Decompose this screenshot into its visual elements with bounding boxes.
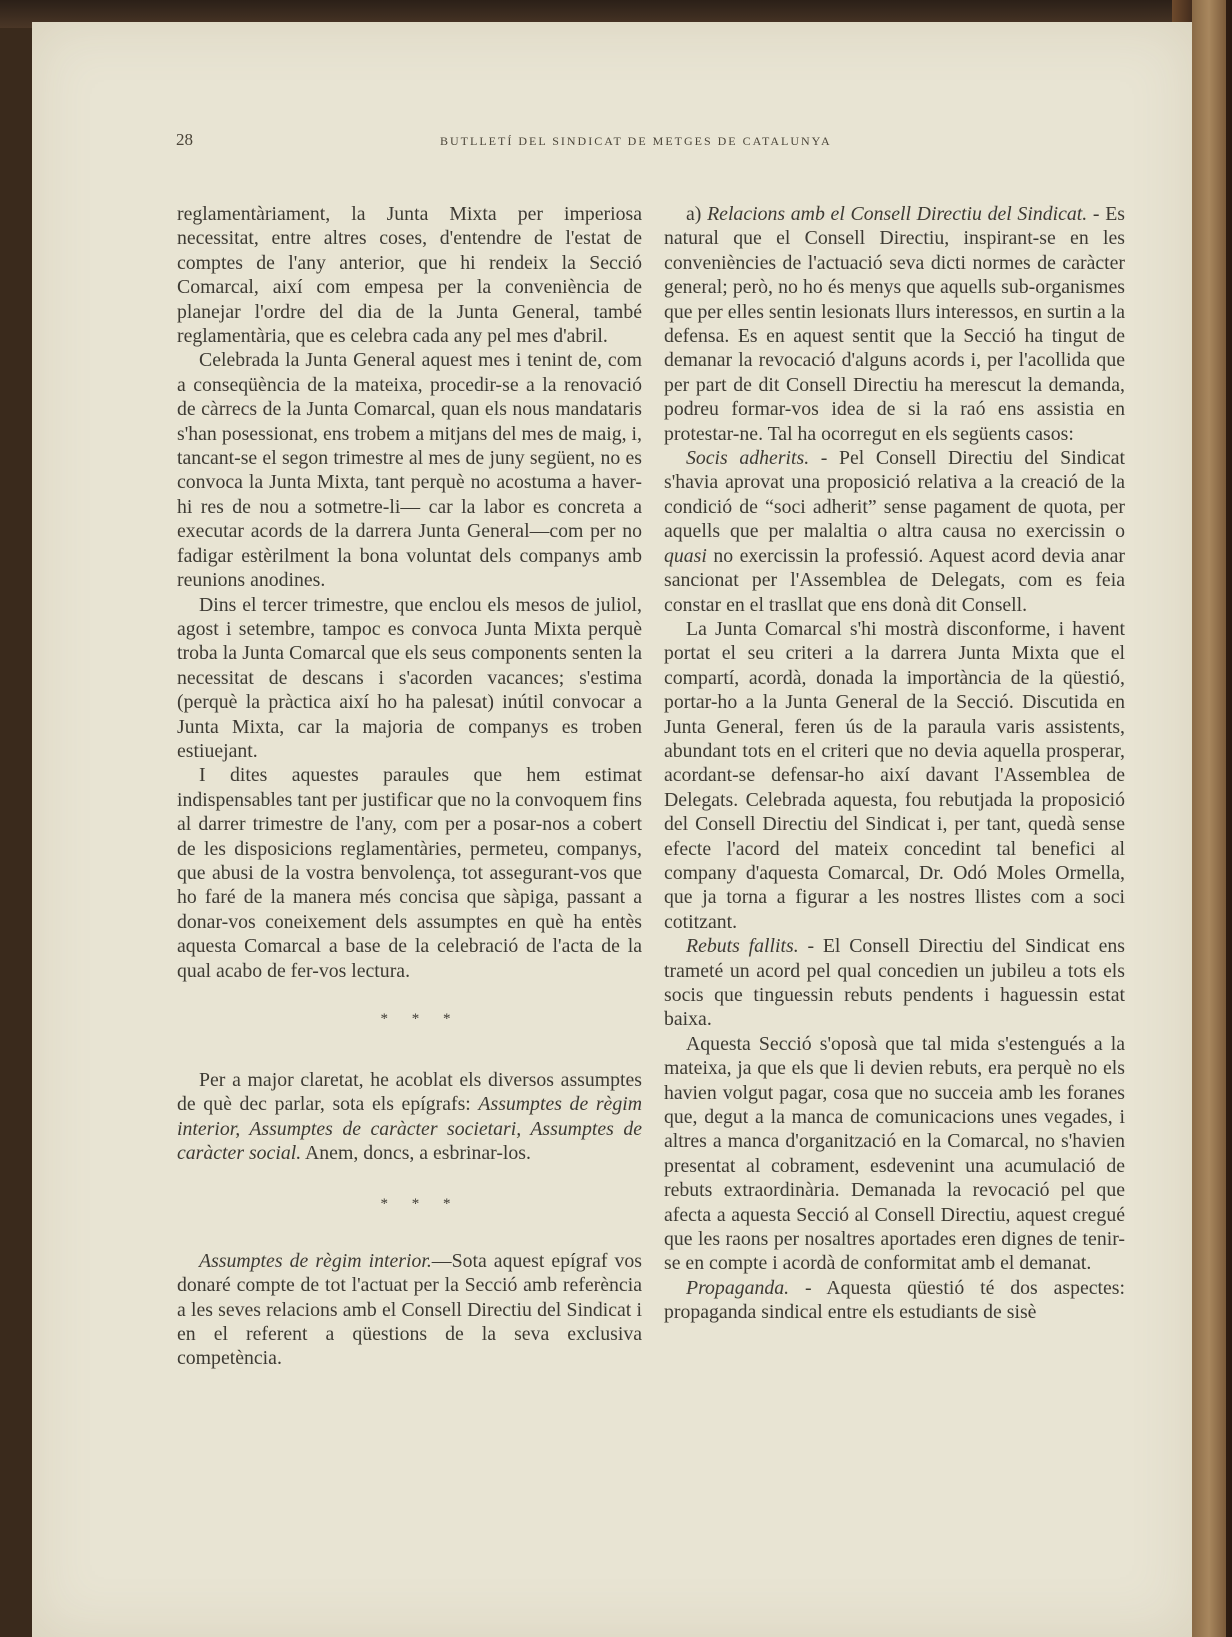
section-headings-list: Assumptes de règim interior, Assumptes de caràcter societari, Assumptes de caràcter social. (177, 1093, 643, 1164)
paragraph: Celebrada la Junta General aquest mes i tenint de, com a conseqüència de la mateixa, procedir-se a la renovació de càrrecs de la Junta Comarcal, quan els nous mandataris s'han posessionat, ens trobem a mitjans del mes de maig, i, tancant-se el segon trimestre al mes de juny següent, no es convoca la Junta Mixta, tant perquè no acostuma a haver-hi res de nou a sotmetre-li— car la labor es concreta a executar acords de la darrera Junta General—com per no fadigar estèrilment la bona voluntat dels companys amb reunions anodines. (177, 349, 642, 592)
page-number: 28 (176, 130, 193, 149)
paragraph: I dites aquestes paraules que hem estimat indispensables tant per justificar que no la convoquem fins al darrer trimestre de l'any, com per a posar-nos a cobert de les disposicions reglamentàries, permeteu, companys, que abusi de la vostra benvolença, tot assegurant-vos que ho faré de la manera més concisa que sàpiga, passant a donar-vos coneixement dels assumptes en què ha entès aquesta Comarcal a base de la celebració de l'acta de la qual acabo de fer-vos lectura. (177, 764, 642, 982)
paragraph-text: - Es natural que el Consell Directiu, inspirant-se en les conveniències de l'actuació seva dicti normes de caràcter general; però, no ho és menys que aquells sub-organismes que per elles sentin lesionats llurs interessos, en surtin a la defensa. Es en aquest sentit que la Secció ha tingut de demanar la revocació d'alguns acords i, per l'acollida que per part de dit Consell Directiu ha merescut la demanda, podreu formar-vos idea de si la raó ens assistia en protestar-ne. Tal ha ocorregut en els següents casos: (664, 203, 1125, 445)
binding-cloth-strip (1192, 0, 1226, 1637)
section-heading: Assumptes de règim interior. (199, 1249, 432, 1272)
subsection-heading: Propaganda. (686, 1276, 790, 1299)
paragraph-text: - Pel Consell Directiu del Sindicat s'havia aprovat una proposició relativa a la creació de la condició de “soci adherit” sense pagament de quota, per aquells que per malaltia o altra causa no exercissin o (664, 447, 1125, 543)
section-separator: * * * (380, 1011, 461, 1028)
paragraph: Dins el tercer trimestre, que enclou els mesos de juliol, agost i setembre, tampoc es convoca Junta Mixta perquè troba la Junta Comarcal que els seus components senten la necessitat de descans i s'acorden vacances; s'estima (perquè la pràctica així ho ha palesat) inútil convocar a Junta Mixta, car la majoria de companys es troben estiuejant. (177, 593, 642, 762)
document-page (32, 22, 1192, 1637)
paragraph: La Junta Comarcal s'hi mostrà disconforme, i havent portat el seu criteri a la darrera Junta Mixta que el compartí, acordà, donada la importància de la qüestió, portar-ho a la Junta General de la Secció. Discutida en Junta General, feren ús de la paraula varis assistents, abundant tots en el criteri que no devia aquella prosperar, acordant-se defensar-ho així davant l'Assemblea de Delegats. Celebrada aquesta, fou rebutjada la proposició del Consell Directiu del Sindicat i, per tant, quedà sense efecte l'acord del mateix concedint tal benefici al company d'aquesta Comarcal, Dr. Odó Moles Ormella, que ja torna a figurar a les nostres llistes com a soci cotitzant. (664, 617, 1125, 933)
subsection-heading: Rebuts fallits. (686, 935, 799, 958)
paragraph (177, 1068, 642, 1166)
italic-word: quasi (664, 544, 707, 567)
paragraph-continued: reglamentàriament, la Junta Mixta per imperiosa necessitat, entre altres coses, d'entendre de l'estat de comptes de l'any anterior, que hi rendeix la Secció Comarcal, així com empesa per la conveniència de planejar l'ordre del dia de la Junta General, també reglamentària, que es celebra cada any pel mes d'abril. (177, 203, 642, 348)
paragraph (664, 446, 1125, 617)
list-letter: a) (686, 203, 702, 225)
page-header (32, 130, 1192, 160)
paragraph (664, 1276, 1125, 1325)
paragraph: Aquesta Secció s'oposà que tal mida s'estengués a la mateixa, ja que els que li devien rebuts, era perquè no els havien volgut pagar, cosa que no succeia amb les foranes que, degut a la manca de comunicacions unes vegades, i altres a manca d'organització en la Comarcal, no s'havien presentat al cobrament, esdevenint una acumulació de rebuts extraordinària. Demanada la revocació pel que afecta a aquesta Secció al Consell Directiu, aquest cregué que les raons per nosaltres aportades eren dignes de tenir-se en compte i acordà de conformitat amb el demanat. (664, 1032, 1125, 1275)
subsection-heading: Relacions amb el Consell Directiu del Sindicat. (707, 203, 1088, 225)
paragraph-intro: Per a major claretat, he acoblat els diversos assumptes de què dec parlar, sota els epígrafs: (177, 1068, 642, 1116)
paragraph-text: —Sota aquest epígraf vos donaré compte de tot l'actuat per la Secció amb referència a les seves relacions amb el Consell Directiu del Sindicat i en el referent a qüestions de la seva exclusiva competència. (177, 1249, 642, 1370)
paragraph-text: no exercissin la professió. Aquest acord devia anar sancionat per l'Assemblea de Delegats, com es feia constar en el trasllat que ens donà dit Consell. (664, 544, 1125, 616)
paragraph-end: Anem, doncs, a esbrinar-los. (301, 1142, 531, 1164)
section-separator: * * * (380, 1196, 461, 1213)
left-column (177, 202, 642, 1371)
subsection-heading: Socis adherits. (686, 447, 810, 470)
paragraph-text: - Aquesta qüestió té dos aspectes: propaganda sindical entre els estudiants de sisè (664, 1276, 1125, 1324)
paragraph (664, 934, 1125, 1032)
paragraph (664, 202, 1125, 446)
paragraph (177, 1249, 642, 1371)
paragraph-text: - El Consell Directiu del Sindicat ens trameté un acord pel qual concedien un jubileu a tots els socis que tinguessin rebuts pendents i haguessin estat baixa. (664, 935, 1126, 1031)
right-column (664, 202, 1125, 1325)
running-title: BUTLLETÍ DEL SINDICAT DE METGES DE CATALUNYA (440, 134, 832, 148)
